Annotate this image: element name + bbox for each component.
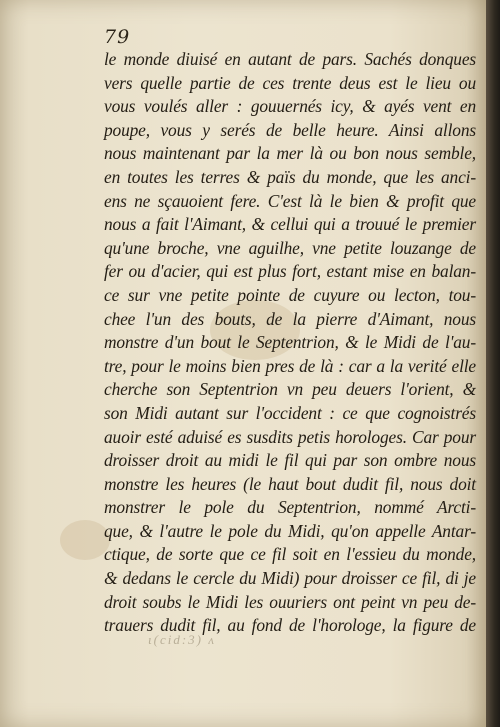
text-line: droisser droit au midi le fil qui par son ombre nous <box>104 450 476 471</box>
text-line: droit soubs le Midi les ouuriers ont peint vn peu de- <box>104 591 476 612</box>
body-text <box>104 48 476 638</box>
text-line: ens ne sçauoient fere. C'est là le bien & profit que <box>104 190 476 211</box>
text-line: monstre d'un bout le Septentrion, & le Midi de l'au- <box>104 332 476 353</box>
text-line: poupe, vous y serés de belle heure. Ainsi allons <box>104 119 476 140</box>
text-line: le monde diuisé en autant de pars. Sachés donques <box>104 49 476 69</box>
text-line: fer ou d'acier, qui est plus fort, estant mise en balan- <box>104 261 476 282</box>
text-line: ctique, de sorte que ce fil soit en l'essieu du monde, <box>104 544 476 565</box>
text-line: en toutes les terres & païs du monde, que les anci- <box>104 166 476 187</box>
show-through-mark: ɩ(cid:3) ʌ <box>148 632 217 647</box>
text-line: son Midi autant sur l'occident : ce que cognoistrés <box>104 402 476 423</box>
paper-stain <box>60 520 110 560</box>
text-line: trauers dudit fil, au fond de l'horologe, la figure de <box>104 615 476 636</box>
text-line: vous voulés aller : gouuernés icy, & ayés vent en <box>104 96 476 117</box>
text-line: ce sur vne petite pointe de cuyure ou lecton, tou- <box>104 284 476 305</box>
text-line: tre, pour le moins bien pres de là : car a la verité elle <box>104 355 476 376</box>
text-line: nous maintenant par la mer là ou bon nous semble, <box>104 143 476 164</box>
text-line: qu'une broche, vne aguilhe, vne petite louzange de <box>104 237 476 258</box>
page-number: 79 <box>104 26 131 48</box>
text-line: chee l'un des bouts, de la pierre d'Aimant, nous <box>104 308 476 329</box>
text-line: monstrer le pole du Septentrion, nommé Arcti- <box>104 497 476 518</box>
page-edge-shadow <box>486 0 500 727</box>
text-line: auoir esté aduisé es susdits petis horologes. Car pour <box>104 426 476 447</box>
text-line: nous a fait l'Aimant, & cellui qui a trouué le premier <box>104 214 476 235</box>
text-line: & dedans le cercle du Midi) pour droisser ce fil, di je <box>104 568 476 589</box>
text-line: cherche son Septentrion vn peu deuers l'orient, & <box>104 379 476 400</box>
text-line: que, & l'autre le pole du Midi, qu'on appelle Antar- <box>104 520 476 541</box>
text-line: vers quelle partie de ces trente deus est le lieu ou <box>104 72 476 93</box>
text-line: monstre les heures (le haut bout dudit fil, nous doit <box>104 473 476 494</box>
